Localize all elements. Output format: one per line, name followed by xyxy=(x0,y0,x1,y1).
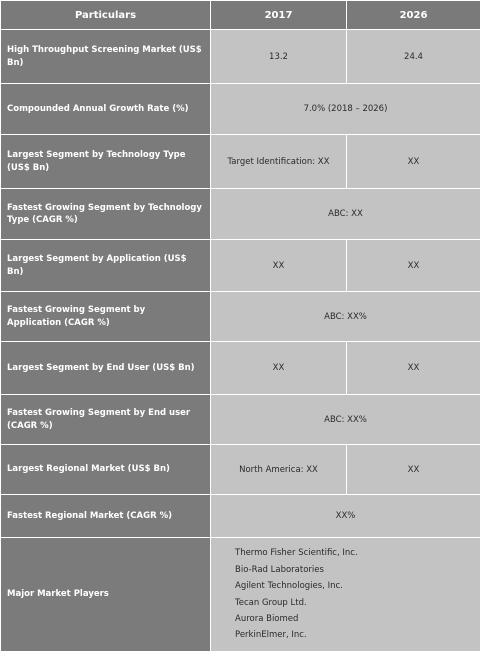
row-label: High Throughput Screening Market (US$ Bn) xyxy=(1,30,211,84)
cell-2017: Target Identification: XX xyxy=(211,135,347,189)
table-row xyxy=(1,240,480,292)
row-label: Compounded Annual Growth Rate (%) xyxy=(1,84,211,135)
player-item: PerkinElmer, Inc. xyxy=(235,627,480,643)
row-label: Largest Segment by Application (US$ Bn) xyxy=(1,240,211,292)
cell-2026: 24.4 xyxy=(347,30,480,84)
table-row xyxy=(1,30,480,84)
cell-merged: XX% xyxy=(211,495,480,538)
row-label: Major Market Players xyxy=(1,538,211,652)
row-label: Largest Segment by End User (US$ Bn) xyxy=(1,342,211,395)
header-2026: 2026 xyxy=(347,1,480,30)
cell-merged: ABC: XX% xyxy=(211,292,480,342)
cell-2017: North America: XX xyxy=(211,445,347,495)
cell-2026: XX xyxy=(347,445,480,495)
table-row xyxy=(1,538,480,652)
players-cell xyxy=(211,538,480,652)
cell-2026: XX xyxy=(347,240,480,292)
player-item: Thermo Fisher Scientific, Inc. xyxy=(235,545,480,561)
cell-2017: XX xyxy=(211,240,347,292)
player-item: Aurora Biomed xyxy=(235,611,480,627)
player-item: Bio-Rad Laboratories xyxy=(235,562,480,578)
cell-2026: XX xyxy=(347,342,480,395)
table-row xyxy=(1,135,480,189)
table-row xyxy=(1,292,480,342)
table-row xyxy=(1,189,480,240)
header-2017: 2017 xyxy=(211,1,347,30)
row-label: Fastest Growing Segment by End user (CAGR %) xyxy=(1,395,211,445)
row-label: Fastest Growing Segment by Application (CAGR %) xyxy=(1,292,211,342)
cell-merged: ABC: XX% xyxy=(211,395,480,445)
header-row xyxy=(1,1,480,30)
cell-merged: ABC: XX xyxy=(211,189,480,240)
cell-2026: XX xyxy=(347,135,480,189)
cell-2017: XX xyxy=(211,342,347,395)
row-label: Largest Regional Market (US$ Bn) xyxy=(1,445,211,495)
table-row xyxy=(1,395,480,445)
player-item: Agilent Technologies, Inc. xyxy=(235,578,480,594)
row-label: Fastest Regional Market (CAGR %) xyxy=(1,495,211,538)
row-label: Fastest Growing Segment by Technology Type (CAGR %) xyxy=(1,189,211,240)
cell-merged: 7.0% (2018 – 2026) xyxy=(211,84,480,135)
table-row xyxy=(1,495,480,538)
row-label: Largest Segment by Technology Type (US$ Bn) xyxy=(1,135,211,189)
table-row xyxy=(1,445,480,495)
header-particulars: Particulars xyxy=(1,1,211,30)
player-item: Tecan Group Ltd. xyxy=(235,595,480,611)
cell-2017: 13.2 xyxy=(211,30,347,84)
table-row xyxy=(1,84,480,135)
table-row xyxy=(1,342,480,395)
